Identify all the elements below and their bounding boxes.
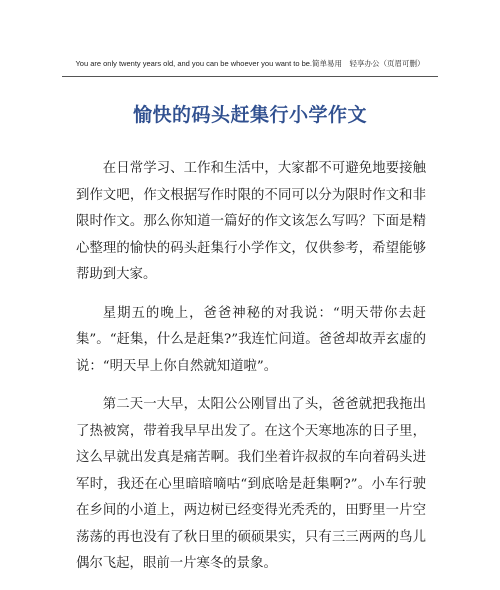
page-header: You are only twenty years old, and you can be whoever you want to be.简单易用 轻享办公（页眉可删） (75, 59, 425, 68)
paragraph: 星期五的晚上，爸爸神秘的对我说：“明天带你去赶集”。“赶集，什么是赶集?”我连忙问道。爸爸却故弄玄虚的说：“明天早上你自然就知道啦”。 (76, 305, 426, 374)
paragraph: 在日常学习、工作和生活中，大家都不可避免地要接触到作文吧，作文根据写作时限的不同可以分为限时作文和非限时作文。那么你知道一篇好的作文该怎么写吗？下面是精心整理的愉快的码头赶集行小学作文，仅供参考，希望能够帮助到大家。 (76, 161, 426, 282)
document-body (76, 156, 426, 590)
document-title: 愉快的码头赶集行小学作文 (132, 104, 367, 126)
paragraph: 第二天一大早，太阳公公刚冒出了头，爸爸就把我拖出了热被窝，带着我早早出发了。在这个天寒地冻的日子里，这么早就出发真是痛苦啊。我们坐着许叔叔的车向着码头进军时，我还在心里暗暗嘀咕“到底啥是赶集啊?”。小车行驶在乡间的小道上，两边树已经变得光秃秃的，田野里一片空荡荡的再也没有了秋日里的硕硕果实，只有三三两两的鸟儿偶尔飞起，眼前一片寒冬的景象。 (76, 397, 426, 571)
header-divider (62, 76, 438, 77)
